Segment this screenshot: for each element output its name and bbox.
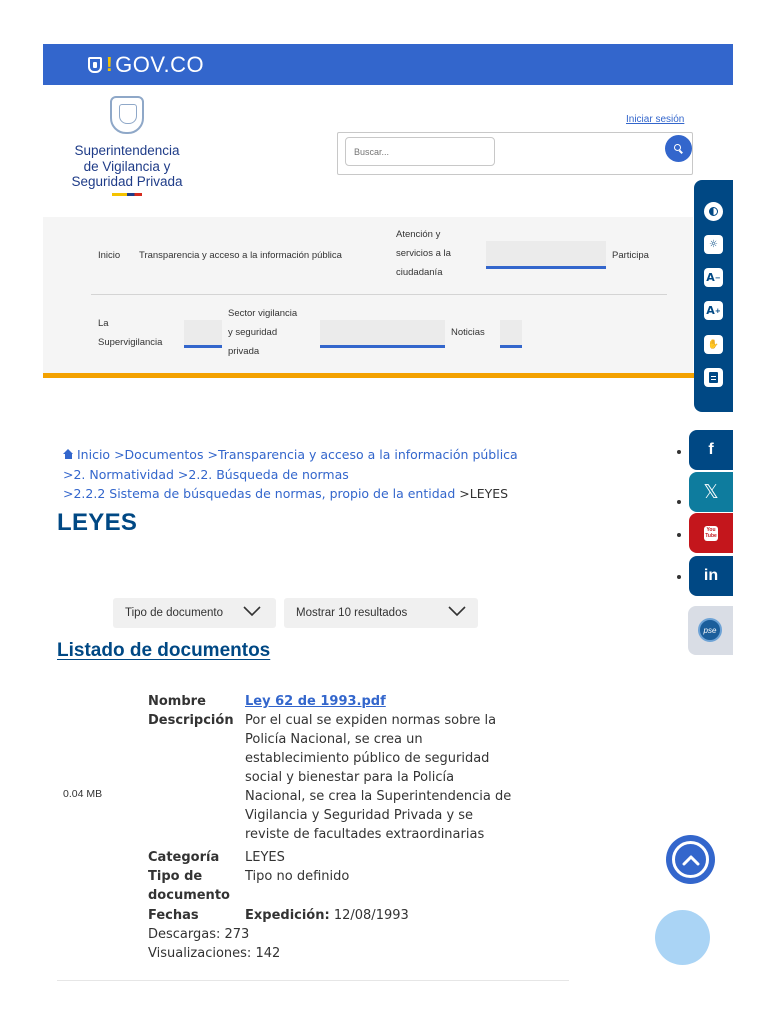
category-label: Categoría xyxy=(148,850,220,865)
breadcrumb-documentos[interactable]: Documentos xyxy=(124,447,204,462)
youtube-button[interactable] xyxy=(689,513,733,553)
views-count: Visualizaciones: 142 xyxy=(148,946,281,961)
category-value: LEYES xyxy=(245,850,285,865)
gov-co-logo[interactable]: ! GOV.CO xyxy=(88,52,204,78)
home-icon xyxy=(63,449,74,459)
downloads-count: Descargas: 273 xyxy=(148,927,250,942)
entity-name: Superintendencia de Vigilancia y Seguridad Privada xyxy=(71,143,183,189)
pse-button[interactable] xyxy=(688,606,733,655)
nav-item-placeholder[interactable] xyxy=(320,320,445,348)
coat-of-arms-icon xyxy=(110,96,144,134)
search-icon xyxy=(674,144,681,151)
chevron-down-icon xyxy=(243,606,261,616)
nav-item-participa[interactable]: Participa xyxy=(612,250,649,261)
linkedin-icon: in xyxy=(703,567,719,584)
search-input[interactable] xyxy=(345,137,495,166)
document-list-title: Listado de documentos xyxy=(57,640,271,661)
nav-item-placeholder[interactable] xyxy=(486,241,606,269)
expedition-date: Expedición: 12/08/1993 xyxy=(245,908,409,923)
chevron-up-icon xyxy=(682,854,700,866)
brightness-icon[interactable]: ☼ xyxy=(704,235,723,254)
increase-font-icon[interactable]: A + xyxy=(704,301,723,320)
login-link[interactable]: Iniciar sesión xyxy=(626,114,685,125)
type-value: Tipo no definido xyxy=(245,869,350,884)
doc-type-select[interactable]: Tipo de documento xyxy=(113,598,276,628)
chevron-down-icon xyxy=(448,606,466,616)
facebook-button[interactable] xyxy=(689,430,733,470)
linkedin-button[interactable] xyxy=(689,556,733,596)
floating-action-button[interactable] xyxy=(655,910,710,965)
main-nav xyxy=(43,217,693,375)
breadcrumb-transparencia[interactable]: Transparencia y acceso a la información pública xyxy=(217,447,518,462)
x-button[interactable] xyxy=(689,472,733,512)
nav-item-sector[interactable]: Sector vigilancia y seguridad privada xyxy=(228,308,298,357)
scroll-to-top-button[interactable] xyxy=(666,835,715,884)
breadcrumb-busqueda[interactable]: 2.2. Búsqueda de normas xyxy=(188,466,349,482)
nav-item-transparencia[interactable]: Transparencia y acceso a la información pública xyxy=(139,250,342,261)
nav-divider xyxy=(91,294,667,295)
search-button[interactable] xyxy=(665,135,692,162)
decrease-font-icon[interactable]: A − xyxy=(704,268,723,287)
x-icon: 𝕏 xyxy=(703,481,719,503)
flag-stripe xyxy=(112,193,142,196)
breadcrumb: Inicio >Documentos >Transparencia y acceso a la información pública >2. Normatividad >2.2. Búsqueda de normas >2.2.2 Sistema de búsquedas de normas, propio de la entidad >LEYES xyxy=(63,447,518,501)
contrast-icon[interactable] xyxy=(704,202,723,221)
nav-item-noticias[interactable]: Noticias xyxy=(451,327,485,338)
description-label: Descripción xyxy=(148,713,234,728)
facebook-icon: f xyxy=(708,441,714,458)
gov-co-logo-text: GOV.CO xyxy=(115,52,205,77)
nav-item-placeholder[interactable] xyxy=(500,320,522,348)
entity-logo[interactable] xyxy=(62,96,192,196)
type-label: Tipo de documento xyxy=(148,869,230,903)
page-title: LEYES xyxy=(57,509,138,536)
youtube-icon: You Tube xyxy=(705,526,717,539)
pse-icon: pse xyxy=(698,618,722,642)
nav-item-supervigilancia[interactable]: La Supervigilancia xyxy=(98,318,163,348)
dates-label: Fechas xyxy=(148,908,199,923)
divider xyxy=(57,980,569,981)
name-label: Nombre xyxy=(148,694,206,709)
results-per-page-select[interactable]: Mostrar 10 resultados xyxy=(284,598,478,628)
nav-item-placeholder[interactable] xyxy=(184,320,222,348)
nav-item-inicio[interactable]: Inicio xyxy=(98,250,121,261)
accessibility-bar xyxy=(694,180,733,412)
nav-accent-bar xyxy=(43,373,733,378)
relief-center-icon[interactable]: ✋ xyxy=(704,335,723,354)
gov-co-bar xyxy=(43,44,733,85)
breadcrumb-sistema[interactable]: 2.2.2 Sistema de búsquedas de normas, propio de la entidad xyxy=(73,486,456,501)
description-text: Por el cual se expiden normas sobre la Policía Nacional, se crea un establecimiento público de seguridad social y bienestar para la Policía Nacional, se crea la Superintendencia de Vigilancia y Seguridad Privada y se reviste de facultades extraordinarias xyxy=(245,713,512,842)
file-size: 0.04 MB xyxy=(63,788,103,800)
breadcrumb-normatividad[interactable]: 2. Normatividad xyxy=(73,466,174,482)
document-icon[interactable] xyxy=(704,368,723,387)
breadcrumb-current: LEYES xyxy=(469,486,509,501)
breadcrumb-inicio[interactable]: Inicio xyxy=(77,447,111,462)
document-link[interactable]: Ley 62 de 1993.pdf xyxy=(245,694,386,709)
shield-icon xyxy=(88,57,102,73)
nav-item-atencion[interactable]: Atención y servicios a la ciudadanía xyxy=(396,229,451,278)
